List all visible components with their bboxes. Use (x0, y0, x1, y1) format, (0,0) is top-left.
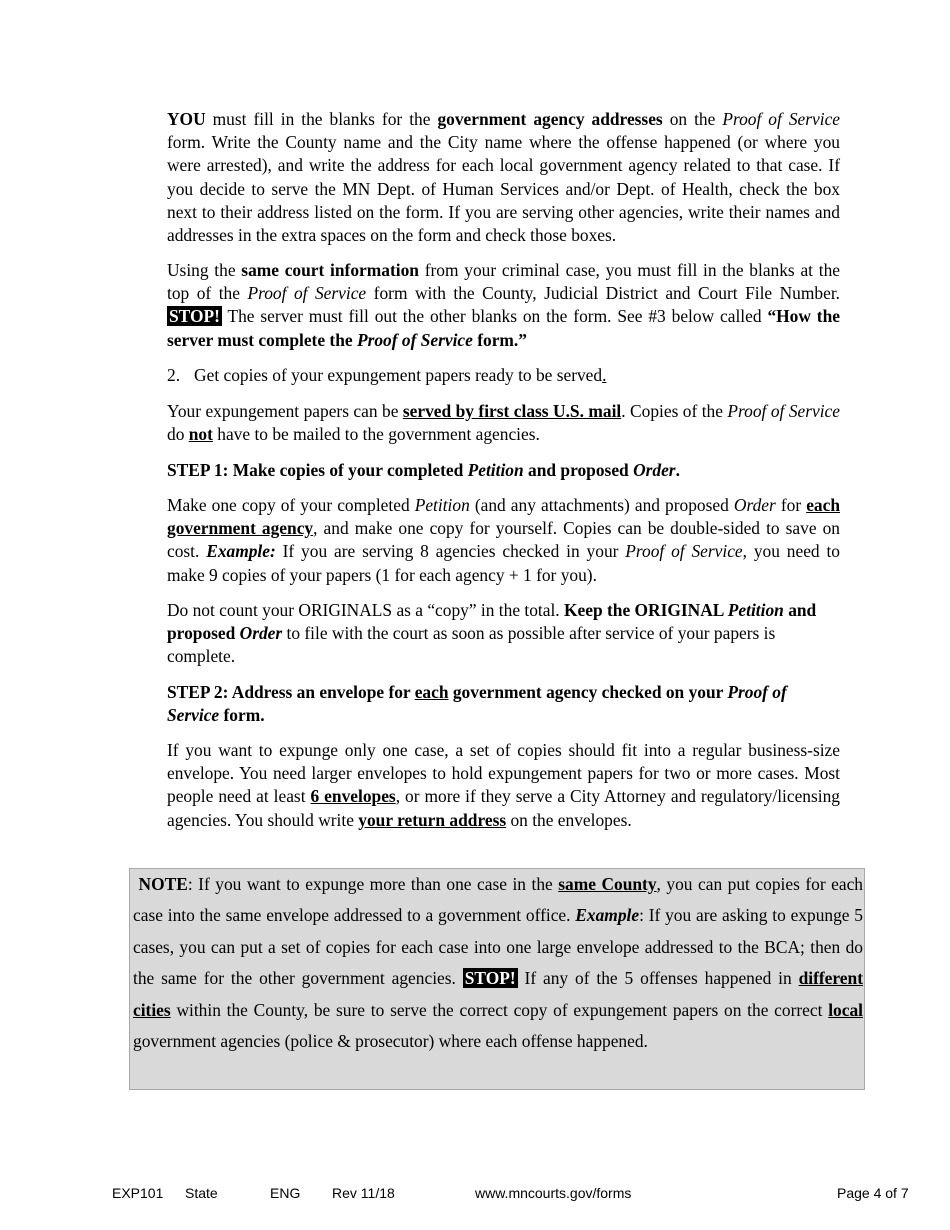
stop-badge: STOP! (169, 306, 220, 327)
emphasis-you: YOU (167, 109, 206, 129)
paragraph-agency-addresses: YOU must fill in the blanks for the government agency addresses on the Proof of Service form. Write the County name and the City name where the offense happened (or where you were arrested), and write the address for each local government agency related to that case. If you decide to serve the MN Dept. of Human Services and/or Dept. of Health, check the box next to their address listed on the form. If you are serving other agencies, write their names and addresses in the extra spaces on the form and check those boxes. (167, 109, 841, 246)
numbered-item-2: 2. Get copies of your expungement papers ready to be served. (167, 365, 607, 385)
note-text: NOTE: If you want to expunge more than one case in the same County, you can put copies for each case into the same envelope addressed to a government office. Example: If you are asking to expunge 5 cases, you can put a set of copies for each case into one large envelope addressed to the BCA; then do the same for the other government agencies. STOP! If any of the 5 offenses happened in different cities within the County, be sure to serve the correct copy of expungement papers on the correct local government agencies (police & prosecutor) where each offense happened. (133, 874, 864, 1052)
paragraph-originals: Do not count your ORIGINALS as a “copy” in the total. Keep the ORIGINAL Petition and proposed Order to file with the court as soon as possible after service of your papers is complete. (167, 600, 817, 667)
paragraph-envelopes: If you want to expunge only one case, a set of copies should fit into a regular business-size envelope. You need larger envelopes to hold expungement papers for two or more cases. Most people need at least 6 envelopes, or more if they serve a City Attorney and regulatory/licensing agencies. You should write your return address on the envelopes. (167, 740, 840, 830)
footer-revision: Rev 11/18 (332, 1185, 395, 1201)
paragraph-make-copies: Make one copy of your completed Petition (and any attachments) and proposed Order for each government agency, and make one copy for yourself. Copies can be double-sided to save on cost. Example: If you are serving 8 agencies checked in your Proof of Service, you need to make 9 copies of your papers (1 for each agency + 1 for you). (167, 495, 840, 585)
step-1-heading: STEP 1: Make copies of your completed Petition and proposed Order. (167, 460, 680, 480)
step-2-heading: STEP 2: Address an envelope for each government agency checked on your Proof of Service form. (167, 682, 787, 726)
paragraph-mail-service: Your expungement papers can be served by first class U.S. mail. Copies of the Proof of Service do not have to be mailed to the government agencies. (167, 401, 840, 445)
item-number: 2. (167, 365, 181, 385)
footer-language: ENG (270, 1185, 301, 1201)
stop-badge: STOP! (464, 968, 516, 989)
note-box (129, 868, 865, 1090)
footer-page-number: Page 4 of 7 (837, 1185, 909, 1201)
footer-state: State (185, 1185, 218, 1201)
note-label: NOTE (138, 874, 188, 894)
footer-url: www.mncourts.gov/forms (475, 1185, 632, 1201)
paragraph-court-information: Using the same court information from your criminal case, you must fill in the blanks at the top of the Proof of Service form with the County, Judicial District and Court File Number. STOP! The server must fill out the other blanks on the form. See #3 below called “How the server must complete the Proof of Service form.” (167, 260, 840, 350)
footer-form-id: EXP101 (112, 1185, 164, 1201)
